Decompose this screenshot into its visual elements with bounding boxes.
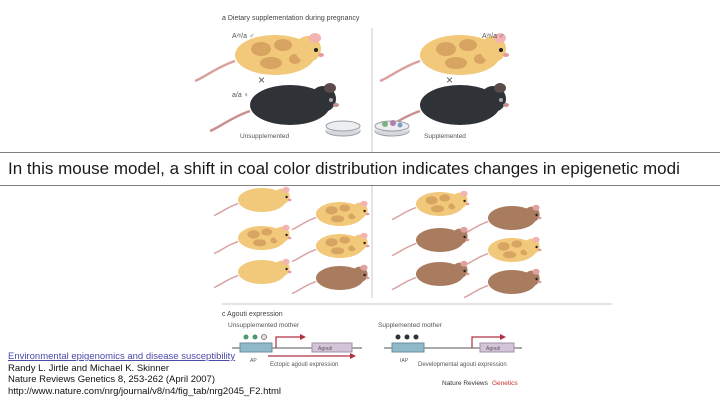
caption-banner [0,152,720,186]
unsupplemented-label: Unsupplemented [240,133,290,140]
parent-male-mottled-right [380,33,509,81]
supp-mother-label: Supplemented mother [378,322,442,329]
offspring-mottled-2 [214,225,291,254]
offspring-brown-5 [464,269,541,298]
panel-c-title: c Agouti expression [222,311,283,318]
ectopic-label: Ectopic agouti expression [270,362,339,368]
developmental-label: Developmental agouti expression [418,362,507,368]
journal-label: Nature Reviews [442,380,488,387]
cross-symbol-left: × [258,73,266,87]
offspring-mottled-4 [392,191,469,220]
agouti-gene-label-left: Agouti [318,346,333,352]
left-female-label: a/a ♀ [232,92,249,99]
unsupp-mother-label: Unsupplemented mother [228,322,300,329]
empty-dish [326,121,360,136]
citation-authors: Randy L. Jirtle and Michael K. Skinner [8,362,170,374]
cross-symbol-right: × [446,73,454,87]
left-male-label: Aᵛʸ/a ♂ [232,33,255,40]
offspring-mottled-3 [292,233,369,262]
gene-diagram-right [384,334,522,352]
iap-label-right: IAP [400,358,409,364]
right-male-label: Aᵛʸ/a ♂ [482,33,505,40]
offspring-brown-1 [292,265,369,294]
citation-url: http://www.nature.com/nrg/journal/v8/n4/fig_tab/nrg2045_F2.html [8,385,282,397]
citation-journal: Nature Reviews Genetics 8, 253-262 (April 2007) [8,374,215,385]
offspring-yellow-1 [214,187,291,216]
offspring-brown-4 [392,261,469,290]
offspring-yellow-2 [214,259,291,288]
offspring-mottled-1 [292,201,369,230]
citation-block [8,351,281,397]
agouti-gene-label-right: Agouti [486,346,501,352]
supplement-dish [375,120,409,136]
article-link[interactable]: Environmental epigenomics and disease susceptibility [8,351,236,362]
offspring-brown-3 [392,227,469,256]
iap-label-left: AP [250,358,257,364]
caption-text: In this mouse model, a shift in coal color distribution indicates changes in epigenetic modi [8,159,680,178]
journal-section: Genetics [492,380,518,387]
parent-female-black-left [210,83,339,131]
panel-a-title: a Dietary supplementation during pregnancy [222,15,360,22]
offspring-brown-2 [464,205,541,234]
offspring-mottled-5 [464,237,541,266]
supplemented-label: Supplemented [424,133,466,140]
